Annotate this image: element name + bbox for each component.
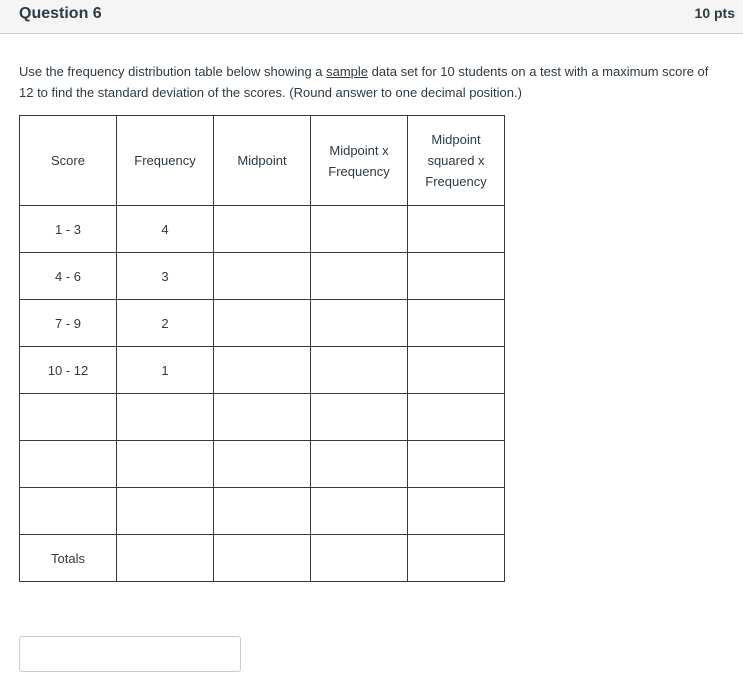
table-cell: 2	[117, 300, 214, 347]
question-header	[0, 0, 743, 34]
table-cell	[117, 441, 214, 488]
frequency-table	[19, 115, 505, 582]
table-cell	[117, 535, 214, 582]
question-prompt	[19, 61, 719, 103]
table-cell	[311, 394, 408, 441]
prompt-text-end: data set for 10 students on a test with a maximum score of 12 to find the standard deviation of the scores. (Round answer to one decimal position.)	[19, 64, 709, 100]
question-title: Question 6	[19, 5, 102, 22]
table-cell	[214, 441, 311, 488]
table-cell	[214, 253, 311, 300]
table-cell: 1 - 3	[20, 206, 117, 253]
answer-input[interactable]	[19, 636, 241, 672]
header-midpoint-squared-x-frequency: Midpoint squared x Frequency	[408, 116, 505, 206]
table-cell	[214, 300, 311, 347]
table-cell	[408, 347, 505, 394]
table-cell	[311, 300, 408, 347]
table-cell: 1	[117, 347, 214, 394]
table-cell	[20, 488, 117, 535]
table-totals-row	[20, 535, 505, 582]
table-cell	[408, 535, 505, 582]
table-row	[20, 300, 505, 347]
table-row	[20, 347, 505, 394]
header-midpoint-x-frequency: Midpoint x Frequency	[311, 116, 408, 206]
table-cell	[408, 300, 505, 347]
table-cell: 7 - 9	[20, 300, 117, 347]
header-midpoint: Midpoint	[214, 116, 311, 206]
table-cell	[408, 394, 505, 441]
table-row	[20, 206, 505, 253]
table-cell: 4	[117, 206, 214, 253]
table-cell	[311, 535, 408, 582]
table-cell	[214, 206, 311, 253]
table-header-row	[20, 116, 505, 206]
table-cell	[214, 394, 311, 441]
prompt-text-start: Use the frequency distribution table below showing a	[19, 64, 327, 79]
table-cell	[117, 394, 214, 441]
prompt-underlined-word: sample	[326, 64, 369, 79]
table-row	[20, 441, 505, 488]
table-cell	[408, 206, 505, 253]
table-cell: 10 - 12	[20, 347, 117, 394]
totals-label: Totals	[20, 535, 117, 582]
table-cell	[214, 488, 311, 535]
table-cell	[311, 488, 408, 535]
question-points: 10 pts	[694, 5, 735, 21]
table-cell	[117, 488, 214, 535]
table-cell: 3	[117, 253, 214, 300]
table-cell	[214, 347, 311, 394]
table-cell	[311, 441, 408, 488]
table-cell	[214, 535, 311, 582]
header-frequency: Frequency	[117, 116, 214, 206]
table-cell	[408, 441, 505, 488]
table-row	[20, 253, 505, 300]
table-cell	[408, 488, 505, 535]
table-row	[20, 488, 505, 535]
table-cell	[20, 441, 117, 488]
table-cell	[311, 347, 408, 394]
table-cell	[20, 394, 117, 441]
table-cell: 4 - 6	[20, 253, 117, 300]
table-cell	[408, 253, 505, 300]
table-cell	[311, 206, 408, 253]
header-score: Score	[20, 116, 117, 206]
table-row	[20, 394, 505, 441]
table-cell	[311, 253, 408, 300]
